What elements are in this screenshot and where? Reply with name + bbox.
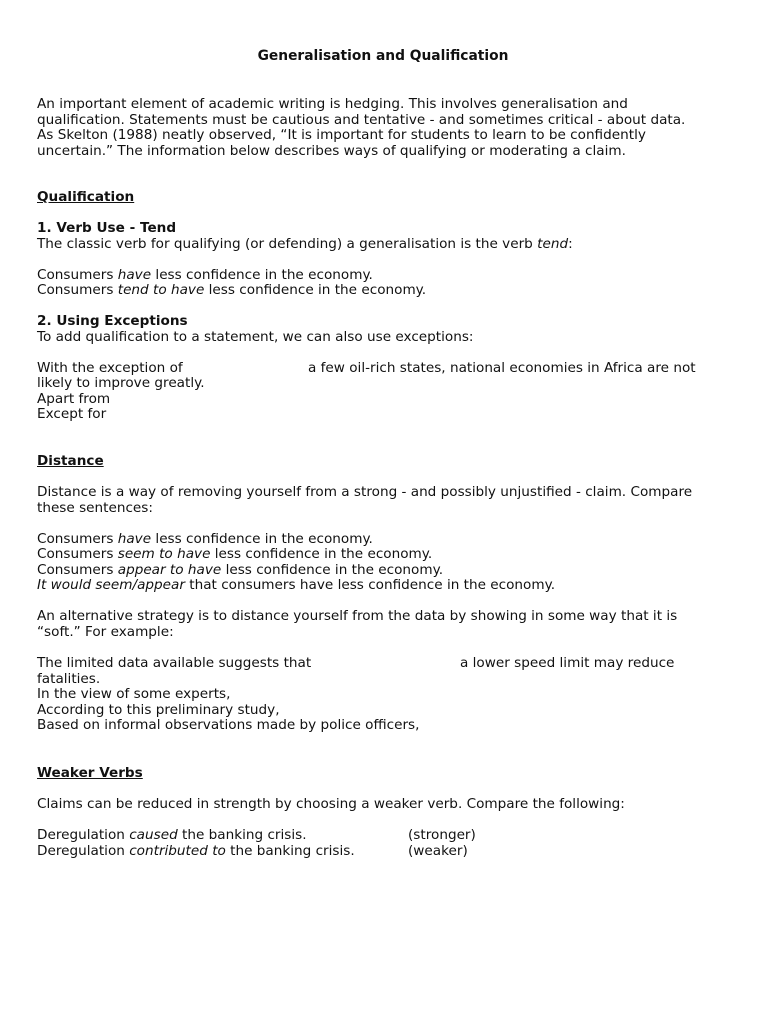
distance-example: It would seem/appear that consumers have less confidence in the economy.	[37, 577, 556, 593]
verb-use-example: Consumers have less confidence in the economy.	[37, 266, 373, 283]
intro-line: An important element of academic writing is hedging. This involves generalisation and	[37, 96, 628, 112]
distance-option: In the view of some experts,	[37, 686, 231, 702]
verb-use-example: Consumers tend to have less confidence in the economy.	[37, 282, 427, 298]
distance-option: Based on informal observations made by police officers,	[37, 717, 420, 733]
exception-clause-continued: likely to improve greatly.	[37, 375, 205, 391]
page-title: Generalisation and Qualification	[257, 48, 509, 64]
strength-tag: (weaker)	[408, 842, 468, 859]
intro-line: As Skelton (1988) neatly observed, “It is important for students to learn to be confidently	[37, 127, 646, 143]
strength-tag: (stronger)	[408, 827, 476, 843]
distance-description: Distance is a way of removing yourself from a strong - and possibly unjustified - claim. Compare	[37, 484, 693, 500]
intro-line: uncertain.” The information below describes ways of qualifying or moderating a claim.	[37, 142, 626, 159]
weaker-verbs-example: Deregulation caused the banking crisis.	[37, 827, 307, 843]
exception-clause: a few oil-rich states, national economies in Africa are not	[308, 359, 696, 376]
distance-clause: a lower speed limit may reduce	[460, 655, 675, 671]
exceptions-heading: 2. Using Exceptions	[37, 313, 188, 329]
distance-alternative: An alternative strategy is to distance yourself from the data by showing in some way that it is	[37, 608, 678, 624]
verb-use-heading: 1. Verb Use - Tend	[37, 220, 177, 236]
intro-line: qualification. Statements must be cautious and tentative - and sometimes critical - about data.	[37, 111, 686, 128]
distance-heading: Distance	[37, 453, 104, 469]
distance-clause-continued: fatalities.	[37, 670, 101, 687]
exceptions-description: To add qualification to a statement, we can also use exceptions:	[37, 328, 474, 345]
qualification-heading: Qualification	[37, 189, 135, 205]
distance-example: Consumers have less confidence in the economy.	[37, 530, 373, 547]
exception-option: With the exception of	[37, 359, 183, 376]
distance-alternative: “soft.” For example:	[37, 623, 174, 640]
distance-example: Consumers seem to have less confidence in the economy.	[37, 546, 433, 562]
distance-option: The limited data available suggests that	[37, 655, 312, 671]
weaker-verbs-heading: Weaker Verbs	[37, 765, 143, 781]
distance-example: Consumers appear to have less confidence in the economy.	[37, 561, 444, 578]
verb-use-description: The classic verb for qualifying (or defending) a generalisation is the verb tend:	[37, 235, 573, 252]
exception-option: Except for	[37, 406, 107, 422]
exception-option: Apart from	[37, 390, 111, 407]
distance-description: these sentences:	[37, 499, 153, 516]
weaker-verbs-example: Deregulation contributed to the banking crisis.	[37, 842, 355, 859]
distance-option: According to this preliminary study,	[37, 701, 280, 718]
weaker-verbs-description: Claims can be reduced in strength by choosing a weaker verb. Compare the following:	[37, 796, 625, 812]
